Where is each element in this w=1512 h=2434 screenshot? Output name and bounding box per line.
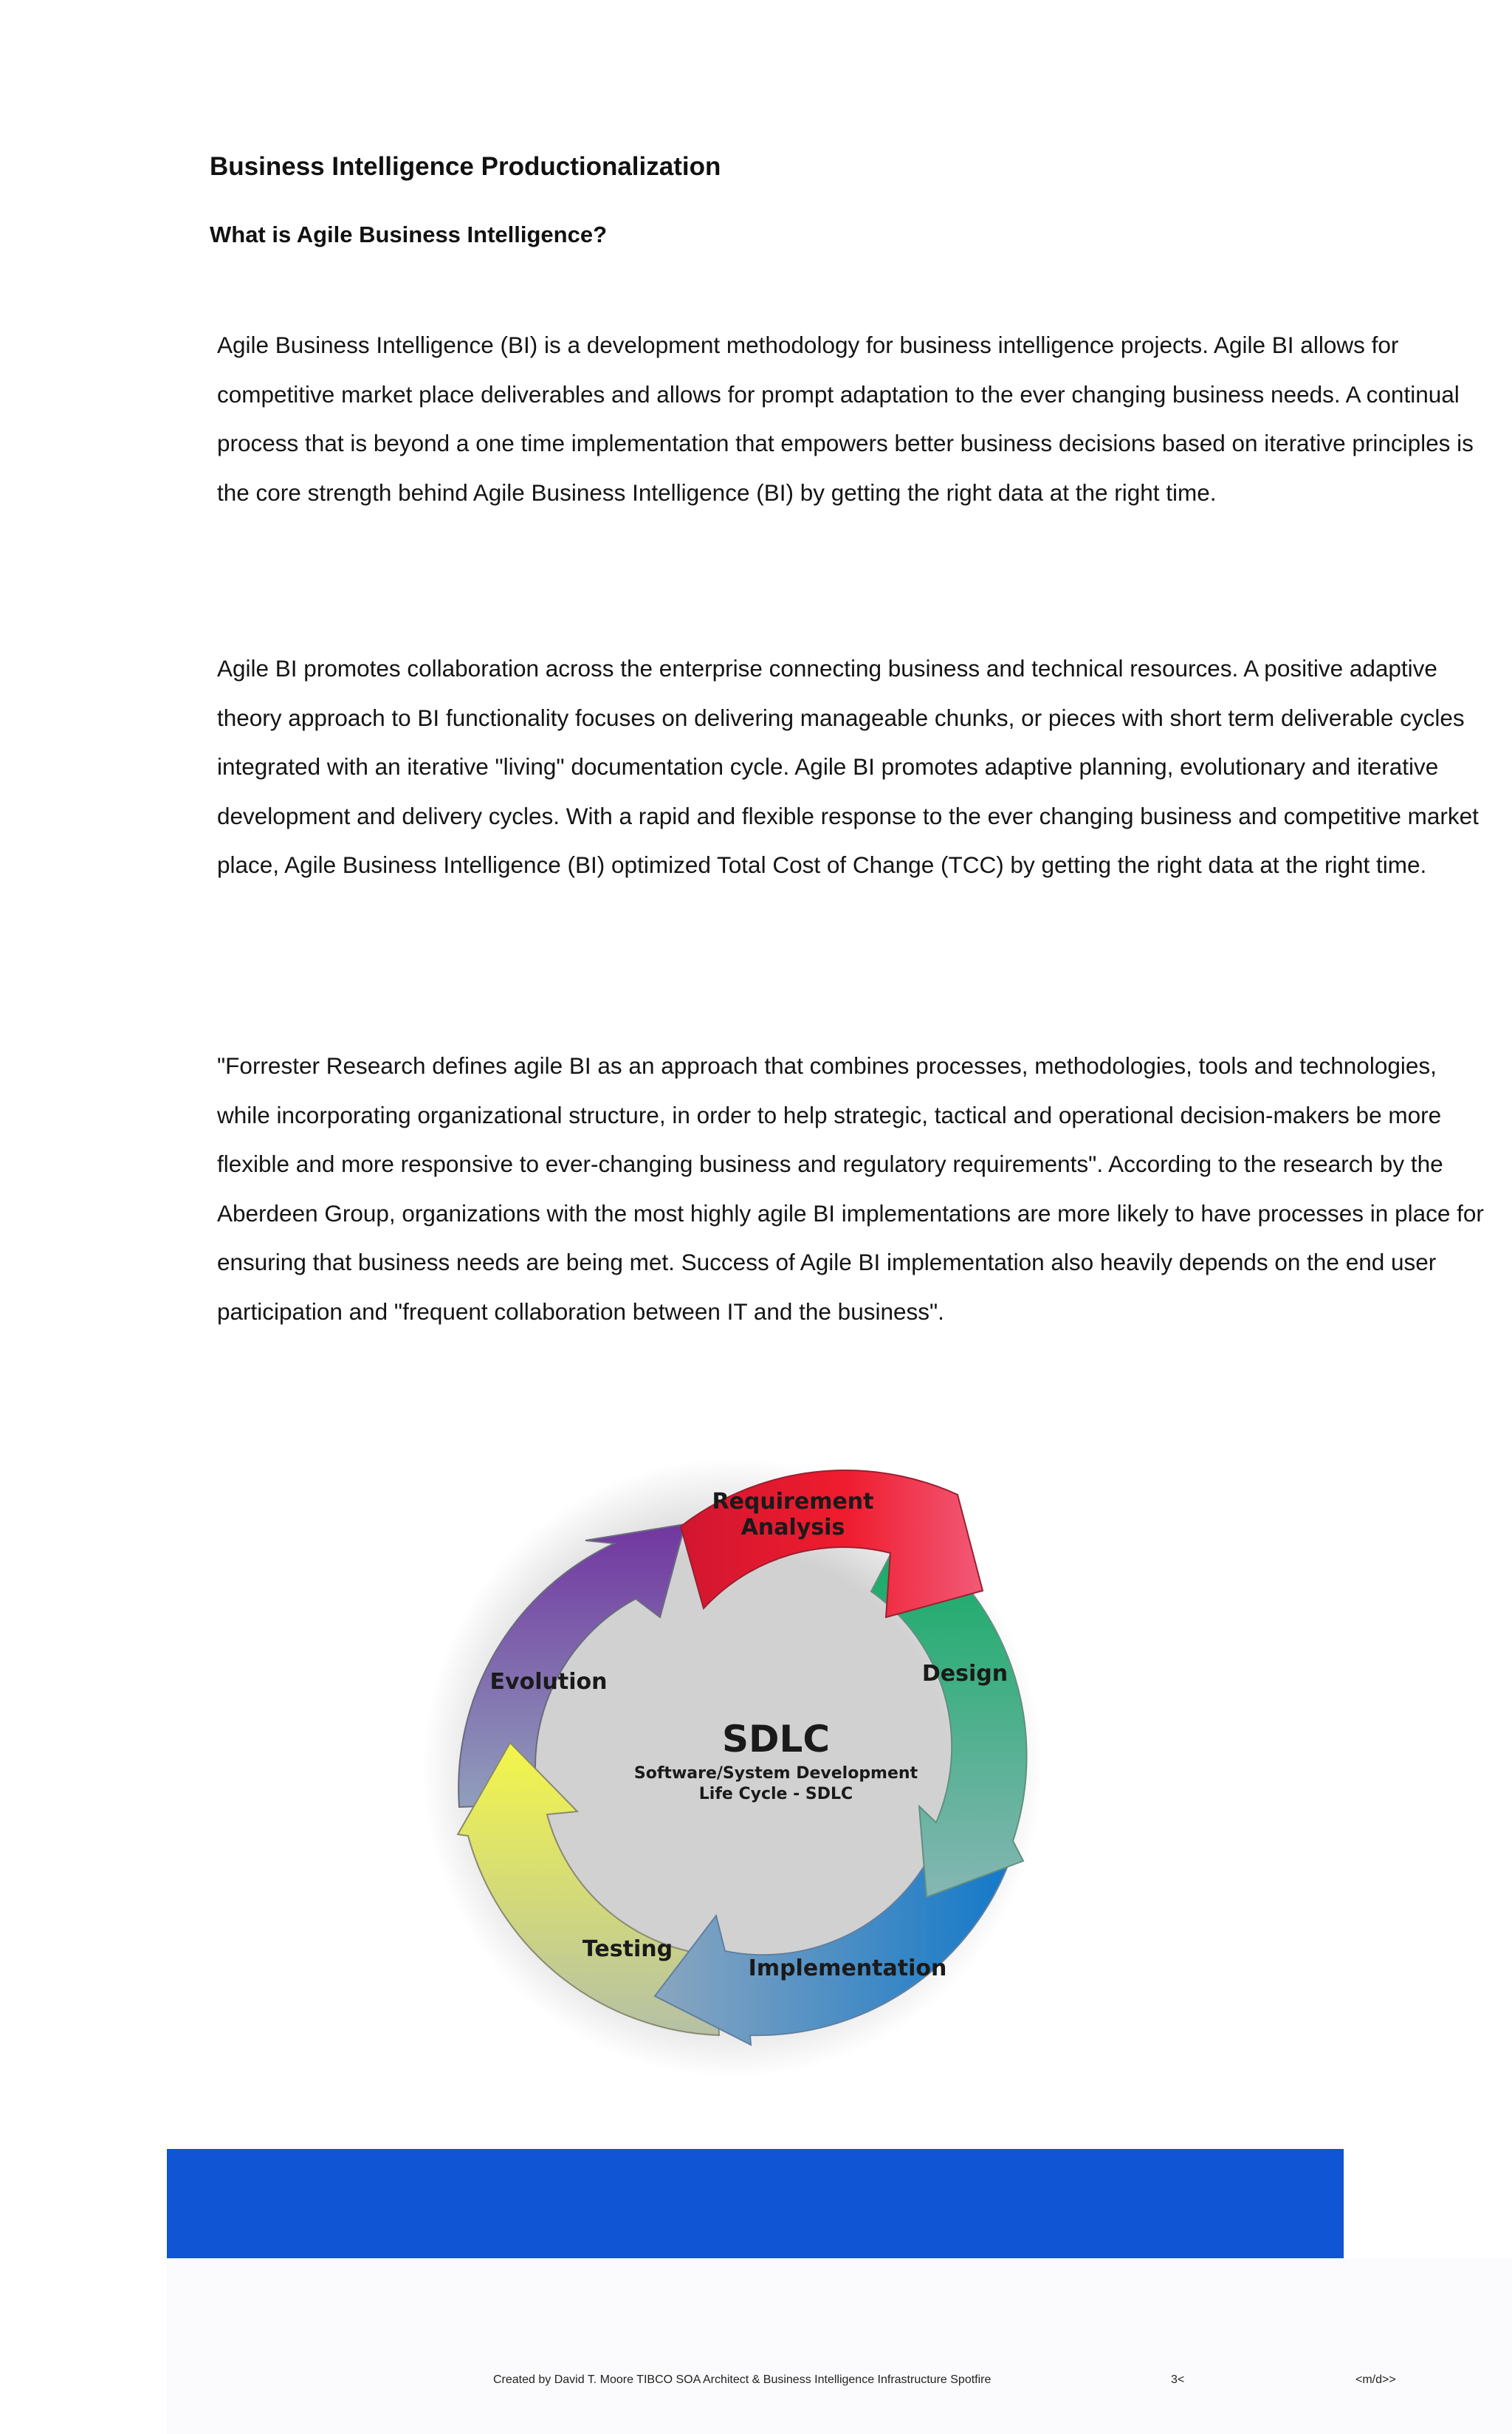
sdlc-center-subtitle-2: Life Cycle - SDLC xyxy=(698,1785,853,1803)
sdlc-cycle-svg xyxy=(413,1447,1122,2127)
section-heading: What is Agile Business Intelligence? xyxy=(210,222,608,247)
sdlc-cycle-diagram xyxy=(413,1447,1122,2127)
sdlc-center-subtitle-1: Software/System Development xyxy=(633,1764,918,1783)
blue-banner xyxy=(167,2149,1344,2258)
footer-credit: Created by David T. Moore TIBCO SOA Architect & Business Intelligence Infrastructure Spotfire xyxy=(493,2373,992,2386)
implementation-label: Implementation xyxy=(748,1955,947,1981)
footer-band xyxy=(167,2258,1512,2434)
design-label: Design xyxy=(921,1661,1008,1687)
footer-page-number: 3< xyxy=(1171,2373,1185,2386)
requirement-label-line1: Requirement xyxy=(712,1489,874,1515)
paragraph-2: Agile BI promotes collaboration across the enterprise connecting business and technical resources. A positive adaptive theory approach to BI functionality focuses on delivering manageable chunks, or pieces with short term deliverable cycles integrated with an iterative "living" documentation cycle. Agile BI promotes adaptive planning, evolutionary and iterative development and delivery cycles. With a rapid and flexible response to the ever changing business and competitive market place, Agile Business Intelligence (BI) optimized Total Cost of Change (TCC) by getting the right data at the right time. xyxy=(217,655,1479,879)
requirement-label-line2: Analysis xyxy=(740,1515,845,1540)
paragraph-1: Agile Business Intelligence (BI) is a development methodology for business intelligence projects. Agile BI allows for competitive market place deliverables and allows for prompt adaptation to the ever changing business needs. A continual process that is beyond a one time implementation that empowers better business decisions based on iterative principles is the core strength behind Agile Business Intelligence (BI) by getting the right data at the right time. xyxy=(217,332,1474,506)
paragraph-3: "Forrester Research defines agile BI as an approach that combines processes, methodologies, tools and technologies, while incorporating organizational structure, in order to help strategic, tactical and operational decision-makers be more flexible and more responsive to ever-changing business and regulatory requirements". According to the research by the Aberdeen Group, organizations with the most highly agile BI implementations are more likely to have processes in place for ensuring that business needs are being met. Success of Agile BI implementation also heavily depends on the end user participation and "frequent collaboration between IT and the business". xyxy=(217,1052,1484,1325)
sdlc-center-title: SDLC xyxy=(721,1718,831,1761)
testing-label: Testing xyxy=(582,1936,673,1962)
evolution-label: Evolution xyxy=(489,1669,608,1695)
document-title: Business Intelligence Productionalization xyxy=(210,152,721,181)
footer-date: <m/d>> xyxy=(1355,2373,1396,2386)
